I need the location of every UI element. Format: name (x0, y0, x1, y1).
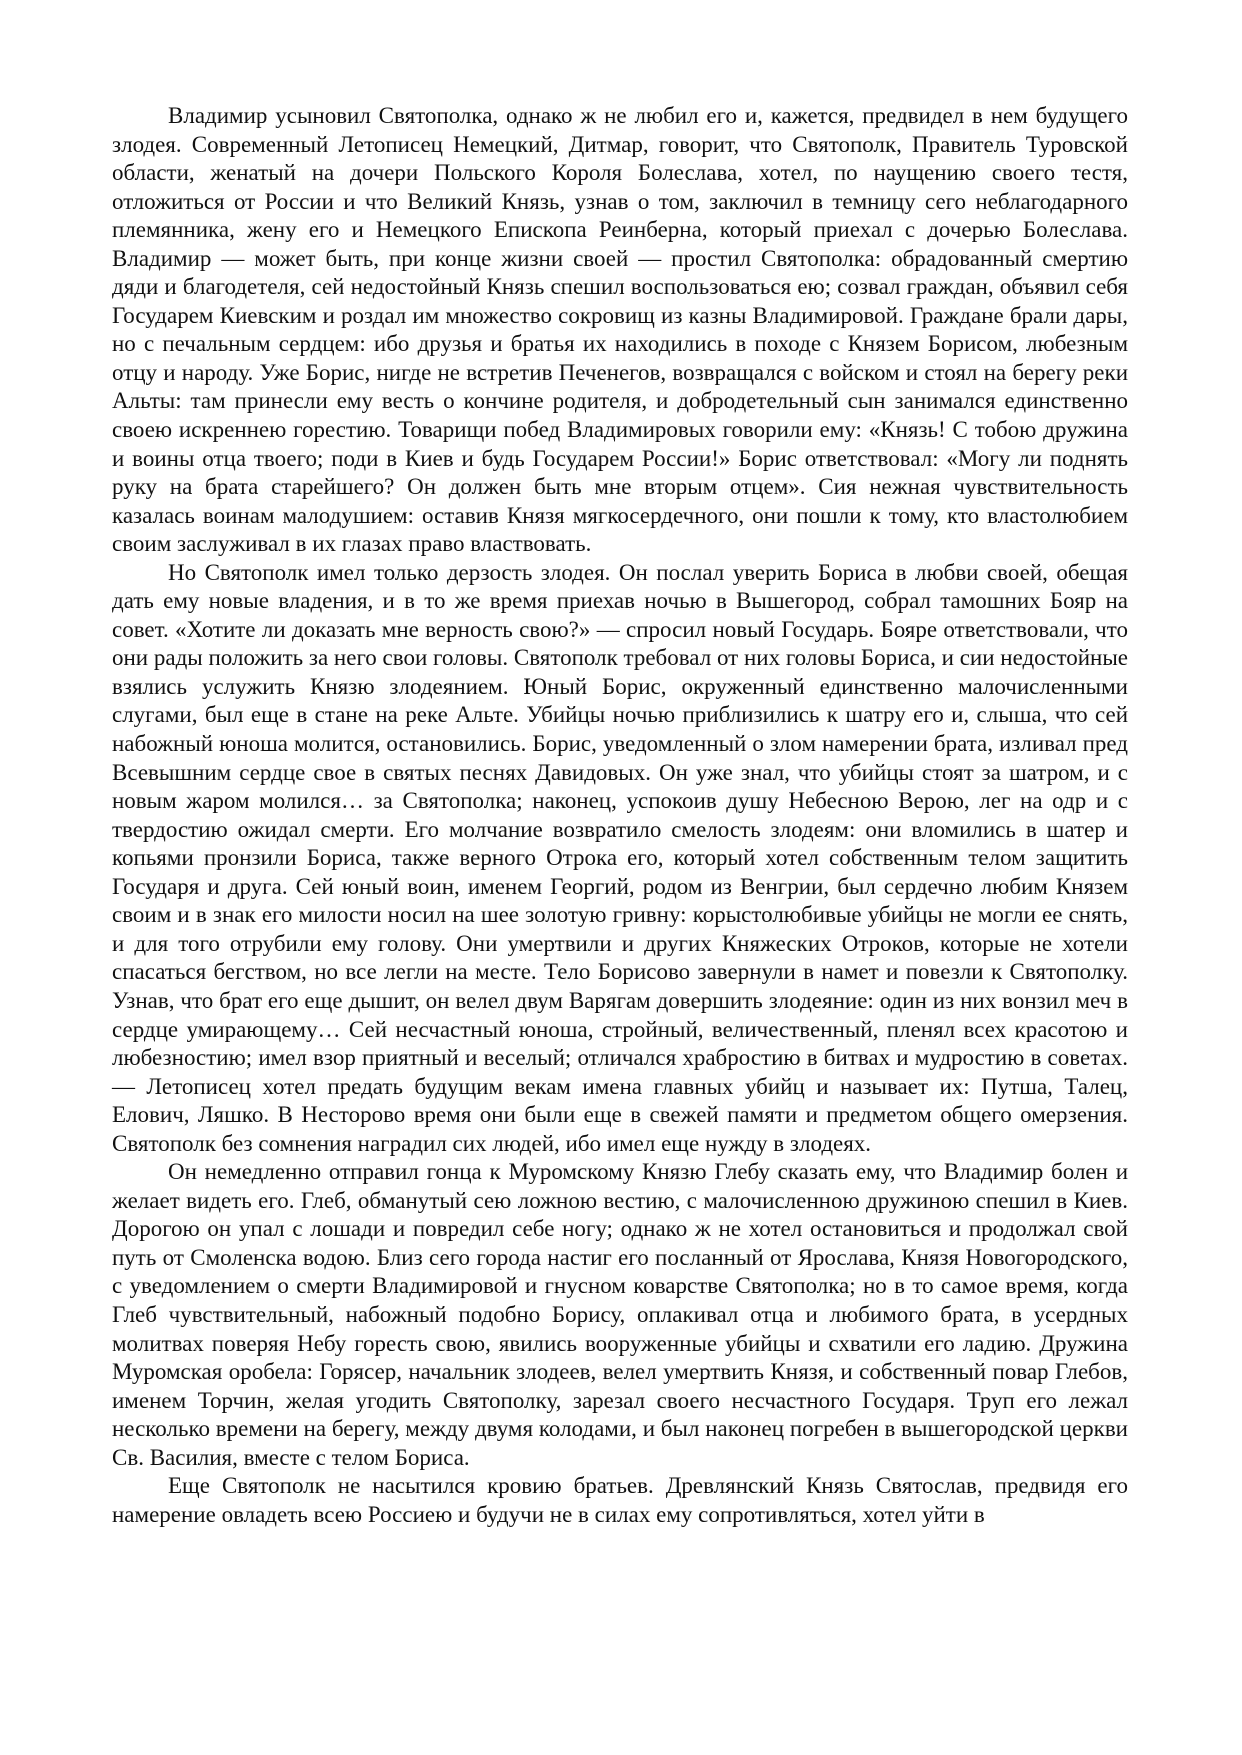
paragraph-1: Владимир усыновил Святополка, однако ж не любил его и, кажется, предвидел в нем будущего злодея. Современный Летописец Немецкий, Дитмар, говорит, что Святополк, Правитель Туровской области, женатый на дочери Польского Короля Болеслава, хотел, по наущению своего тестя, отложиться от России и что Великий Князь, узнав о том, заключил в темницу сего неблагодарного племянника, жену его и Немецкого Епископа Реинберна, который приехал с дочерью Болеслава. Владимир — может быть, при конце жизни своей — простил Святополка: обрадованный смертию дяди и благодетеля, сей недостойный Князь спешил воспользоваться ею; созвал граждан, объявил себя Государем Киевским и роздал им множество сокровищ из казны Владимировой. Граждане брали дары, но с печальным сердцем: ибо друзья и братья их находились в походе с Князем Борисом, любезным отцу и народу. Уже Борис, нигде не встретив Печенегов, возвращался с войском и стоял на берегу реки Альты: там принесли ему весть о кончине родителя, и добродетельный сын занимался единственно своею искреннею горестию. Товарищи побед Владимировых говорили ему: «Князь! С тобою дружина и воины отца твоего; поди в Киев и будь Государем России!» Борис ответствовал: «Могу ли поднять руку на брата старейшего? Он должен быть мне вторым отцем». Сия нежная чувствительность казалась воинам малодушием: оставив Князя мягкосердечного, они пошли к тому, кто властолюбием своим заслуживал в их глазах право властвовать. (112, 103, 1128, 557)
paragraph-2: Но Святополк имел только дерзость злодея. Он послал уверить Бориса в любви своей, обещая дать ему новые владения, и в то же время приехав ночью в Вышегород, собрал тамошних Бояр на совет. «Хотите ли доказать мне верность свою?» — спросил новый Государь. Бояре ответствовали, что они рады положить за него свои головы. Святополк требовал от них головы Бориса, и сии недостойные взялись услужить Князю злодеянием. Юный Борис, окруженный единственно малочисленными слугами, был еще в стане на реке Альте. Убийцы ночью приблизились к шатру его и, слыша, что сей набожный юноша молится, остановились. Борис, уведомленный о злом намерении брата, изливал пред Всевышним сердце свое в святых песнях Давидовых. Он уже знал, что убийцы стоят за шатром, и с новым жаром молился… за Святополка; наконец, успокоив душу Небесною Верою, лег на одр и с твердостию ожидал смерти. Его молчание возвратило смелость злодеям: они вломились в шатер и копьями пронзили Бориса, также верного Отрока его, который хотел собственным телом защитить Государя и друга. Сей юный воин, именем Георгий, родом из Венгрии, был сердечно любим Князем своим и в знак его милости носил на шее золотую гривну: корыстолюбивые убийцы не могли ее снять, и для того отрубили ему голову. Они умертвили и других Княжеских Отроков, которые не хотели спасаться бегством, но все легли на месте. Тело Борисово завернули в намет и повезли к Святополку. Узнав, что брат его еще дышит, он велел двум Варягам довершить злодеяние: один из них вонзил меч в сердце умирающему… Сей несчастный юноша, стройный, величественный, пленял всех красотою и любезностию; имел взор приятный и веселый; отличался храбростию в битвах и мудростию в советах. — Летописец хотел предать будущим векам имена главных убийц и называет их: Путша, Талец, Елович, Ляшко. В Несторово время они были еще в свежей памяти и предметом общего омерзения. Святополк без сомнения наградил сих людей, ибо имел еще нужду в злодеях. (112, 559, 1128, 1156)
paragraph-3: Он немедленно отправил гонца к Муромскому Князю Глебу сказать ему, что Владимир болен и желает видеть его. Глеб, обманутый сею ложною вестию, с малочисленною дружиною спешил в Киев. Дорогою он упал с лошади и повредил себе ногу; однако ж не хотел остановиться и продолжал свой путь от Смоленска водою. Близ сего города настиг его посланный от Ярослава, Князя Новогородского, с уведомлением о смерти Владимировой и гнусном коварстве Святополка; но в то самое время, когда Глеб чувствительный, набожный подобно Борису, оплакивал отца и любимого брата, в усердных молитвах поверяя Небу горесть свою, явились вооруженные убийцы и схватили его ладию. Дружина Муромская оробела: Горясер, начальник злодеев, велел умертвить Князя, и собственный повар Глебов, именем Торчин, желая угодить Святополку, зарезал своего несчастного Государя. Труп его лежал несколько времени на берегу, между двумя колодами, и был наконец погребен в вышегородской церкви Св. Василия, вместе с телом Бориса. (112, 1159, 1128, 1470)
document-page (112, 102, 1128, 1529)
paragraph-4: Еще Святополк не насытился кровию братьев. Древлянский Князь Святослав, предвидя его намерение овладеть всею Россиею и будучи не в силах ему сопротивляться, хотел уйти в (112, 1473, 1128, 1527)
